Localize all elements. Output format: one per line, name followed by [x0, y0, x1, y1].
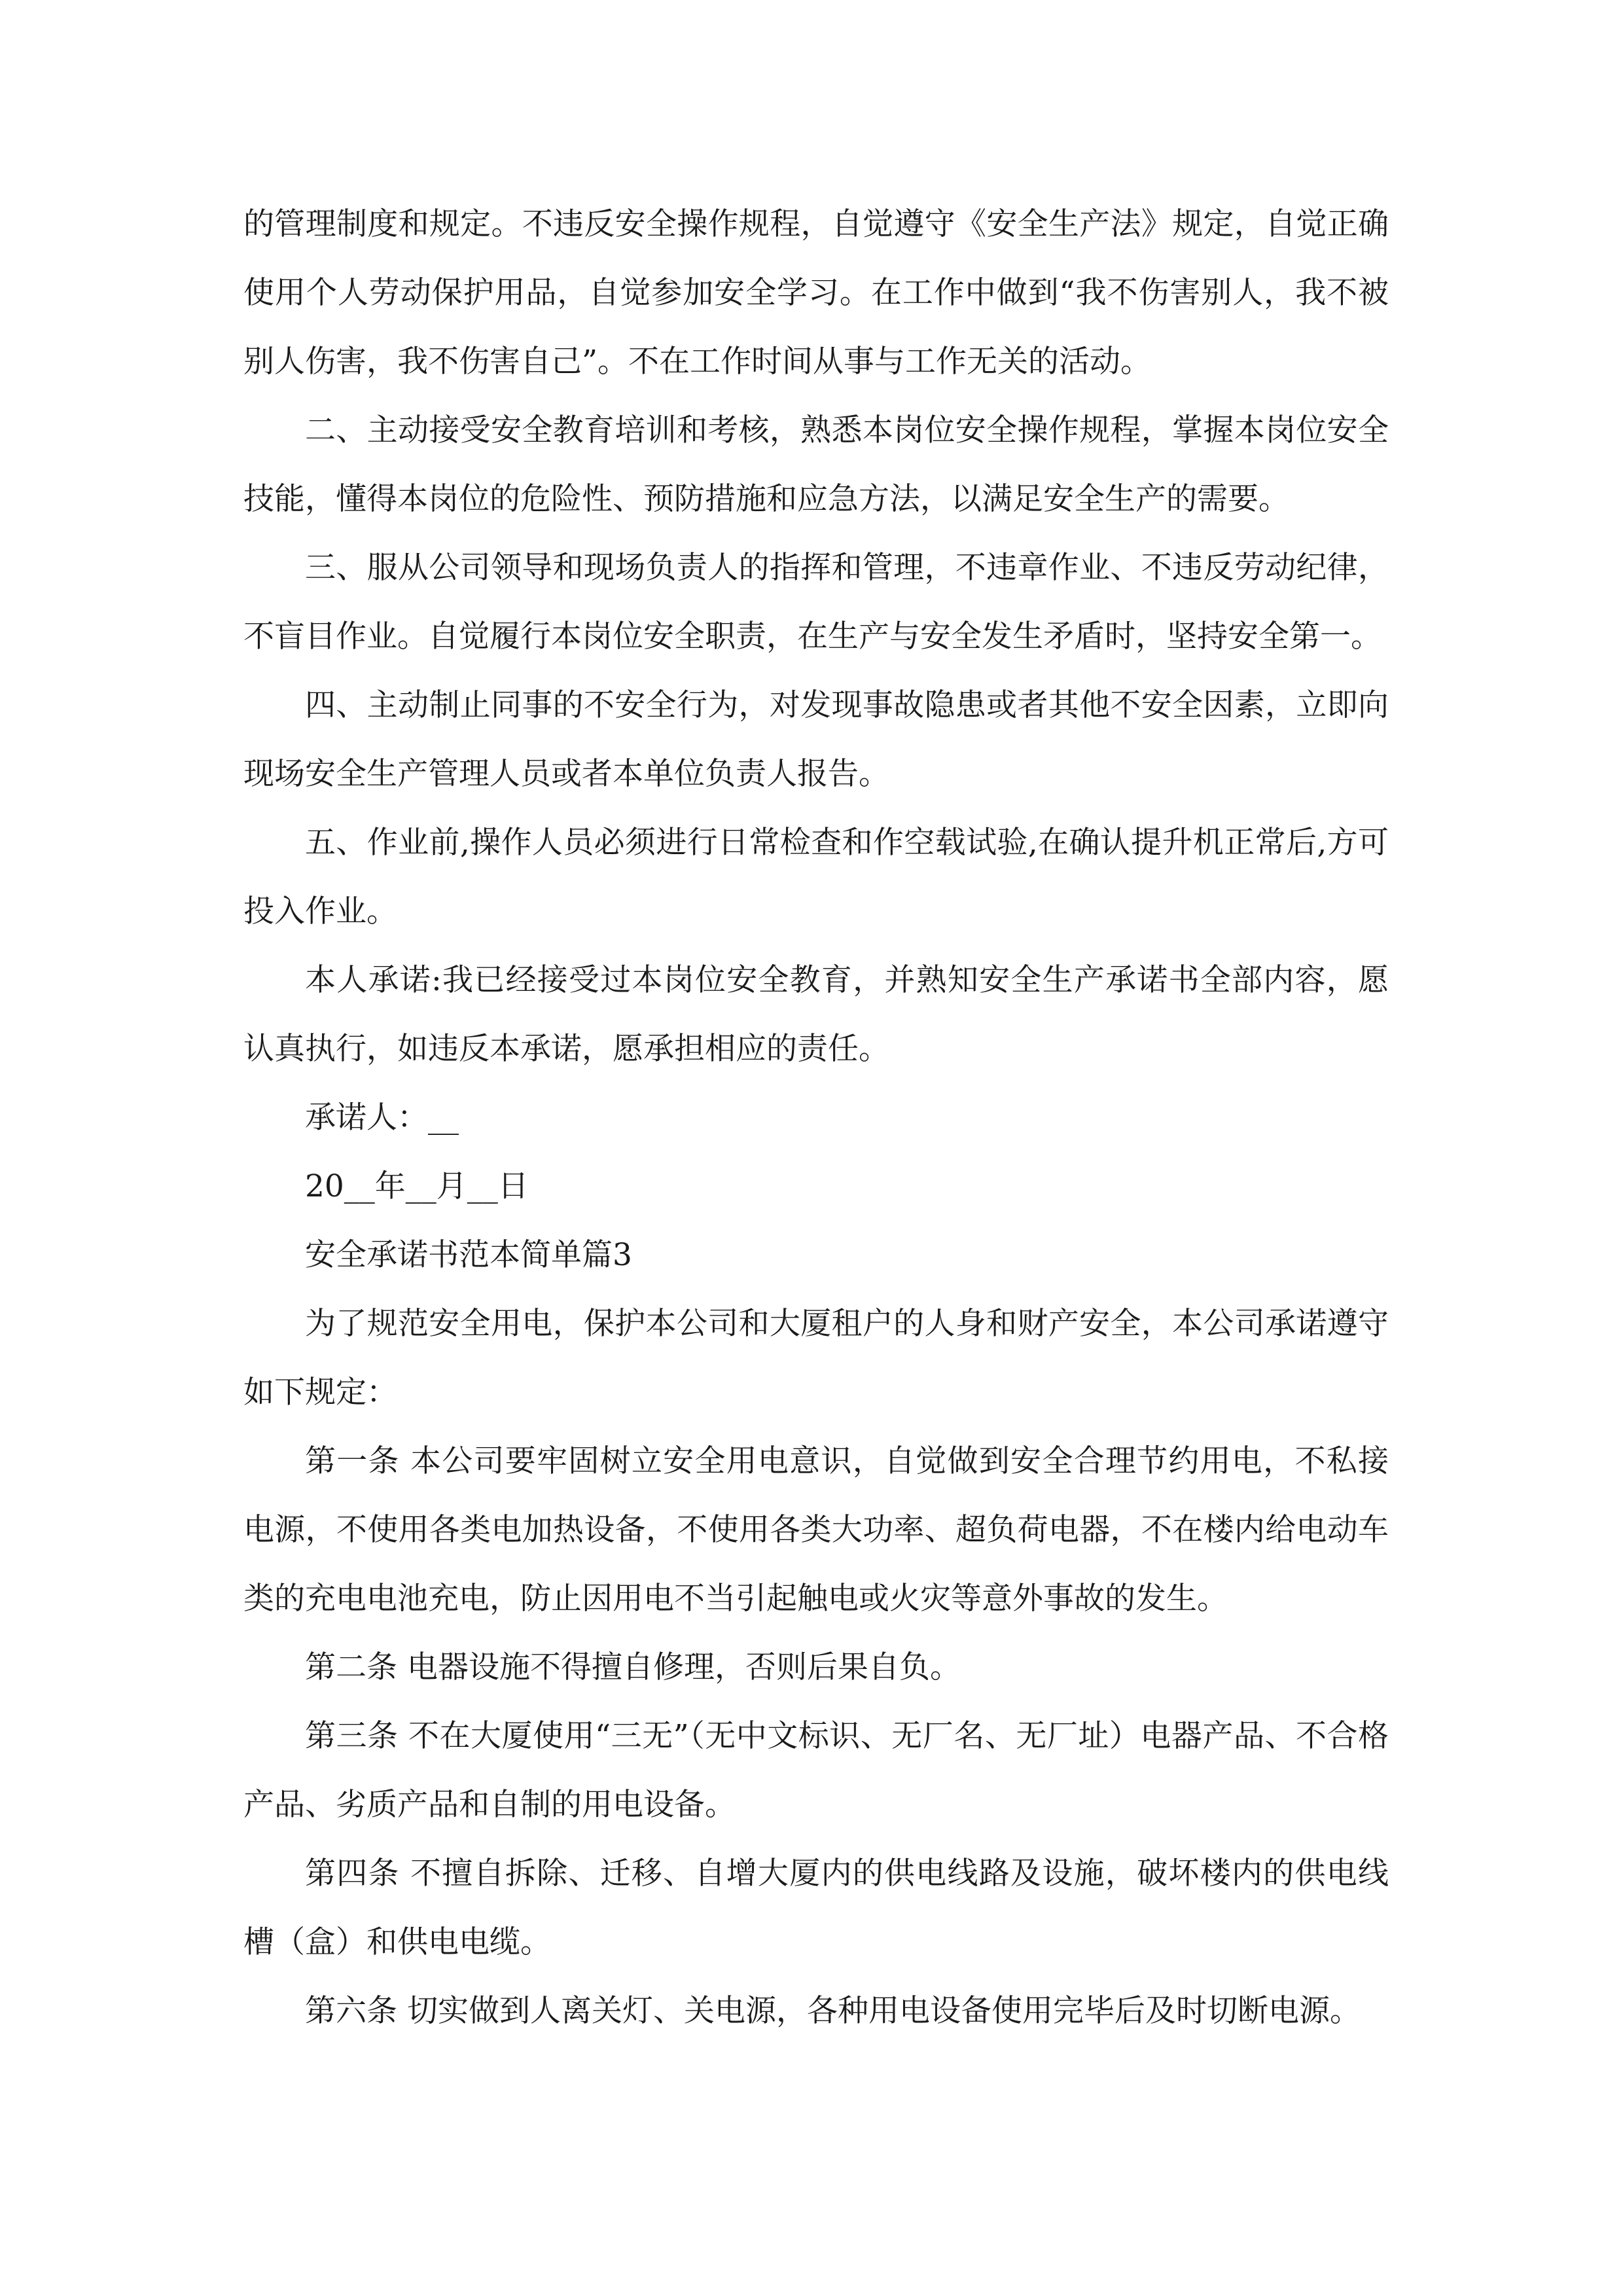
paragraph-article-four: 第四条 不擅自拆除、迁移、自增大厦内的供电线路及设施，破坏楼内的供电线槽（盒）和供电电缆。	[243, 1856, 1389, 1960]
paragraph-personal-commitment: 本人承诺:我已经接受过本岗位安全教育，并熟知安全生产承诺书全部内容，愿认真执行，如违反本承诺，愿承担相应的责任。	[243, 962, 1389, 1067]
paragraph-article-two: 第二条 电器设施不得擅自修理，否则后果自负。	[305, 1649, 961, 1685]
document-body	[243, 190, 1389, 2045]
section-heading: 安全承诺书范本简单篇3	[305, 1237, 632, 1273]
paragraph-item-four: 四、主动制止同事的不安全行为，对发现事故隐患或者其他不安全因素，立即向现场安全生产管理人员或者本单位负责人报告。	[243, 687, 1389, 792]
date-line: 20__年__月__日	[305, 1168, 529, 1204]
paragraph-safety-rules-continued: 的管理制度和规定。不违反安全操作规程，自觉遵守《安全生产法》规定，自觉正确使用个人劳动保护用品，自觉参加安全学习。在工作中做到“我不伤害别人，我不被别人伤害，我不伤害自己”。不在工作时间从事与工作无关的活动。	[243, 206, 1389, 380]
paragraph-item-three: 三、服从公司领导和现场负责人的指挥和管理，不违章作业、不违反劳动纪律，不盲目作业。自觉履行本岗位安全职责，在生产与安全发生矛盾时，坚持安全第一。	[243, 550, 1389, 655]
paragraph-article-one: 第一条 本公司要牢固树立安全用电意识，自觉做到安全合理节约用电，不私接电源，不使用各类电加热设备，不使用各类大功率、超负荷电器，不在楼内给电动车类的充电电池充电，防止因用电不当引起触电或火灾等意外事故的发生。	[243, 1443, 1389, 1617]
paragraph-article-three: 第三条 不在大厦使用“三无”（无中文标识、无厂名、无厂址）电器产品、不合格产品、劣质产品和自制的用电设备。	[243, 1718, 1389, 1823]
paragraph-article-six: 第六条 切实做到人离关灯、关电源，各种用电设备使用完毕后及时切断电源。	[305, 1993, 1361, 2029]
paragraph-item-five: 五、作业前,操作人员必须进行日常检查和作空载试验,在确认提升机正常后,方可投入作业。	[243, 825, 1389, 929]
signature-line: 承诺人：__	[305, 1100, 459, 1136]
paragraph-electricity-intro: 为了规范安全用电，保护本公司和大厦租户的人身和财产安全，本公司承诺遵守如下规定：	[243, 1306, 1389, 1410]
paragraph-item-two: 二、主动接受安全教育培训和考核，熟悉本岗位安全操作规程，掌握本岗位安全技能，懂得本岗位的危险性、预防措施和应急方法，以满足安全生产的需要。	[243, 412, 1389, 517]
